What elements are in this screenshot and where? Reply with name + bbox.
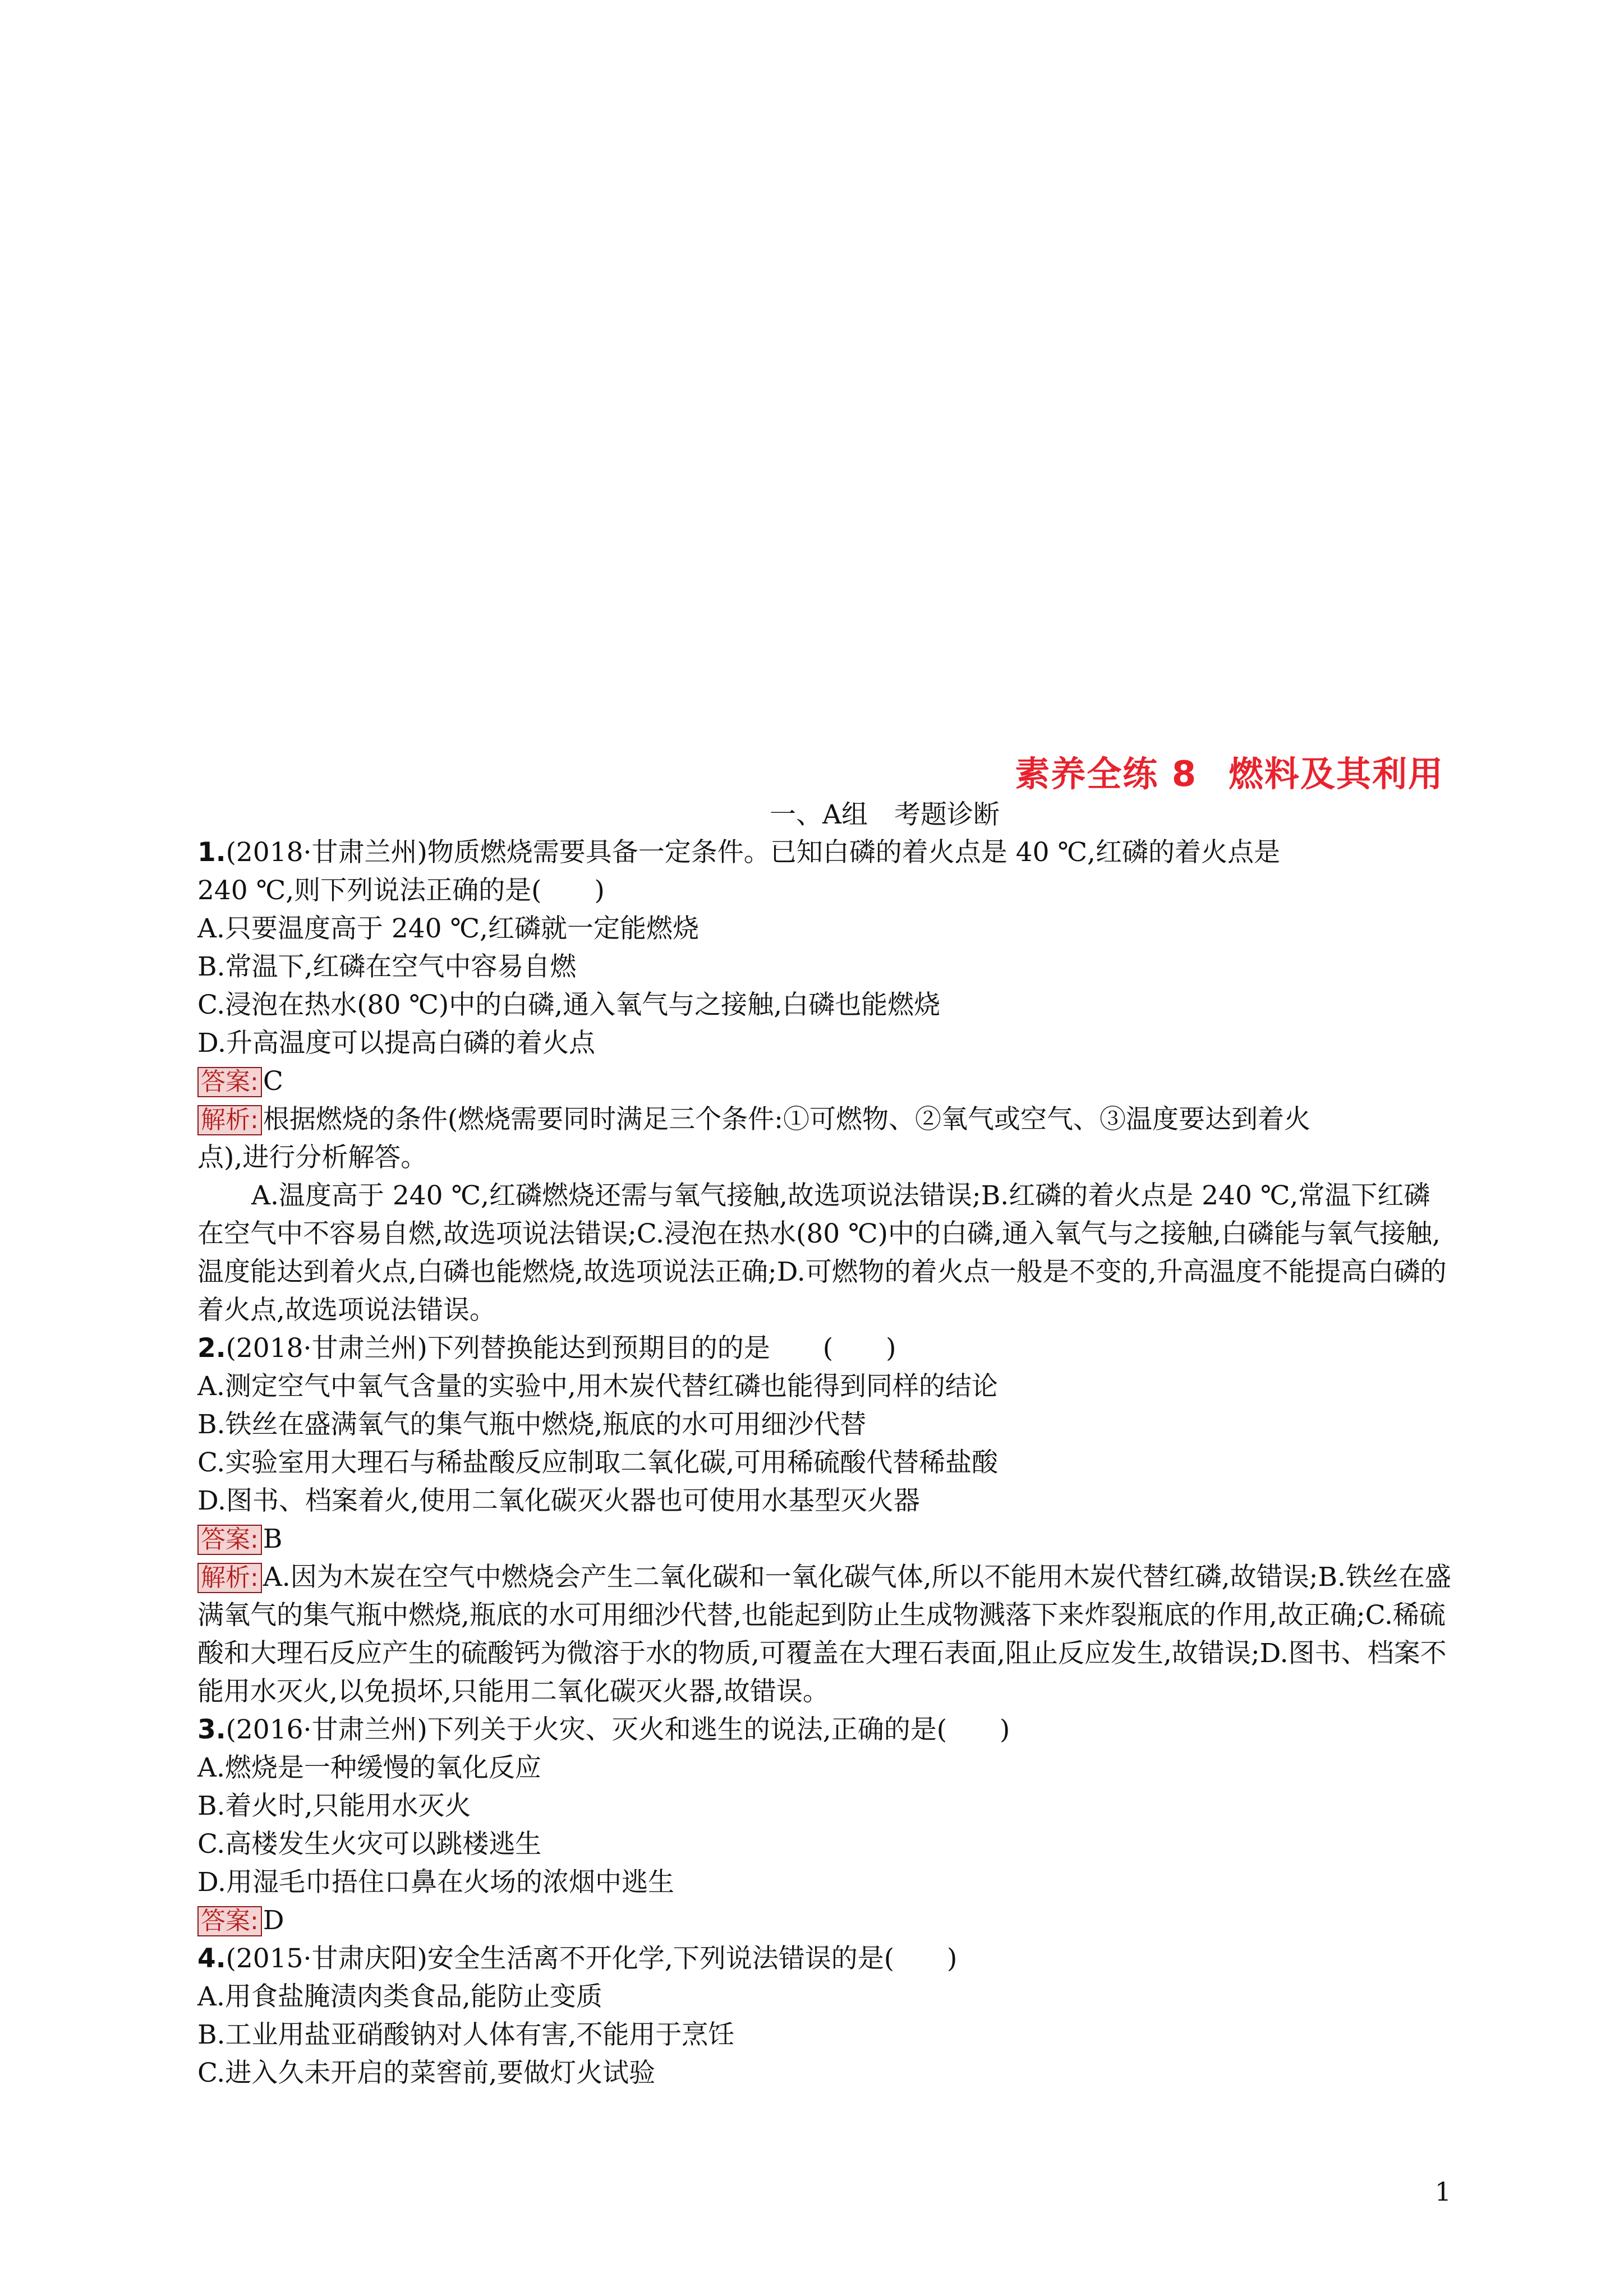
option-c: C.实验室用大理石与稀盐酸反应制取二氧化碳,可用稀硫酸代替稀盐酸 xyxy=(197,1447,999,1478)
analysis-cont: 点),进行分析解答。 xyxy=(197,1142,427,1173)
answer-value: B xyxy=(263,1524,283,1554)
answer-tag: 答案: xyxy=(197,1067,262,1097)
option-b: B.铁丝在盛满氧气的集气瓶中燃烧,瓶底的水可用细沙代替 xyxy=(197,1409,867,1440)
document-body xyxy=(197,752,1454,2092)
answer-line xyxy=(197,1062,1454,1101)
option-c: C.高楼发生火灾可以跳楼逃生 xyxy=(197,1829,542,1860)
question-1 xyxy=(197,834,1454,1329)
option-a: A.用食盐腌渍肉类食品,能防止变质 xyxy=(197,1981,602,2012)
option-d: D.升高温度可以提高白磷的着火点 xyxy=(197,1028,595,1059)
title-sub: 燃料及其利用 xyxy=(1228,753,1444,794)
question-4 xyxy=(197,1940,1454,2092)
analysis-line: 解析: 根据燃烧的条件(燃烧需要同时满足三个条件:①可燃物、②氧气或空气、③温度要达到着火 xyxy=(197,1101,1454,1139)
answer-value: C xyxy=(263,1066,283,1097)
page-title xyxy=(197,752,1454,797)
section-heading: 一、A组 考题诊断 xyxy=(770,799,1000,830)
answer-line xyxy=(197,1520,1454,1558)
question-stem-cont: 240 ℃,则下列说法正确的是( ) xyxy=(197,875,605,906)
page-number: 1 xyxy=(1434,2177,1451,2207)
question-stem: 4.(2015·甘肃庆阳)安全生活离不开化学,下列说法错误的是( ) xyxy=(197,1943,958,1974)
question-number: 4. xyxy=(197,1943,226,1974)
option-b: B.常温下,红磷在空气中容易自燃 xyxy=(197,951,577,982)
question-stem: 1.(2018·甘肃兰州)物质燃烧需要具备一定条件。已知白磷的着火点是 40 ℃,红磷的着火点是 xyxy=(197,837,1280,868)
answer-value: D xyxy=(263,1905,284,1936)
question-3 xyxy=(197,1711,1454,1940)
question-number: 3. xyxy=(197,1714,226,1745)
answer-tag: 答案: xyxy=(197,1525,262,1555)
title-main: 素养全练 8 xyxy=(1015,753,1197,794)
option-d: D.图书、档案着火,使用二氧化碳灭火器也可使用水基型灭火器 xyxy=(197,1485,920,1516)
option-c: C.浸泡在热水(80 ℃)中的白磷,通入氧气与之接触,白磷也能燃烧 xyxy=(197,990,941,1020)
analysis-line: 解析: A.因为木炭在空气中燃烧会产生二氧化碳和一氧化碳气体,所以不能用木炭代替红磷,故错误;B.铁丝在盛满氧气的集气瓶中燃烧,瓶底的水可用细沙代替,也能起到防止生成物溅落下来炸裂瓶底的作用,故正确;C.稀硫酸和大理石反应产生的硫酸钙为微溶于水的物质,可覆盖在大理石表面,阻止反应发生,故错误;D.图书、档案不能用水灭火,以免损坏,只能用二氧化碳灭火器,故错误。 xyxy=(197,1562,1451,1707)
option-c: C.进入久未开启的菜窖前,要做灯火试验 xyxy=(197,2058,656,2088)
option-a: A.只要温度高于 240 ℃,红磷就一定能燃烧 xyxy=(197,913,699,944)
question-number: 1. xyxy=(197,837,226,868)
answer-tag: 答案: xyxy=(197,1906,262,1936)
question-stem: 2.(2018·甘肃兰州)下列替换能达到预期目的的是 ( ) xyxy=(197,1333,896,1364)
option-b: B.着火时,只能用水灭火 xyxy=(197,1791,471,1821)
option-d: D.用湿毛巾捂住口鼻在火场的浓烟中逃生 xyxy=(197,1867,674,1898)
question-2 xyxy=(197,1329,1454,1711)
analysis-detail: A.温度高于 240 ℃,红磷燃烧还需与氧气接触,故选项说法错误;B.红磷的着火点是 240 ℃,常温下红磷在空气中不容易自燃,故选项说法错误;C.浸泡在热水(80 ℃)中的白磷,通入氧气与之接触,白磷能与氧气接触,温度能达到着火点,白磷也能燃烧,故选项说法正确;D.可燃物的着火点一般是不变的,升高温度不能提高白磷的着火点,故选项说法错误。 xyxy=(197,1180,1447,1326)
question-stem: 3.(2016·甘肃兰州)下列关于火灾、灭火和逃生的说法,正确的是( ) xyxy=(197,1714,1010,1745)
option-a: A.燃烧是一种缓慢的氧化反应 xyxy=(197,1752,541,1783)
option-b: B.工业用盐亚硝酸钠对人体有害,不能用于烹饪 xyxy=(197,2019,735,2050)
option-a: A.测定空气中氧气含量的实验中,用木炭代替红磷也能得到同样的结论 xyxy=(197,1371,998,1402)
analysis-tag: 解析: xyxy=(197,1563,262,1593)
question-number: 2. xyxy=(197,1333,226,1364)
answer-line xyxy=(197,1902,1454,1940)
analysis-tag: 解析: xyxy=(197,1105,262,1135)
